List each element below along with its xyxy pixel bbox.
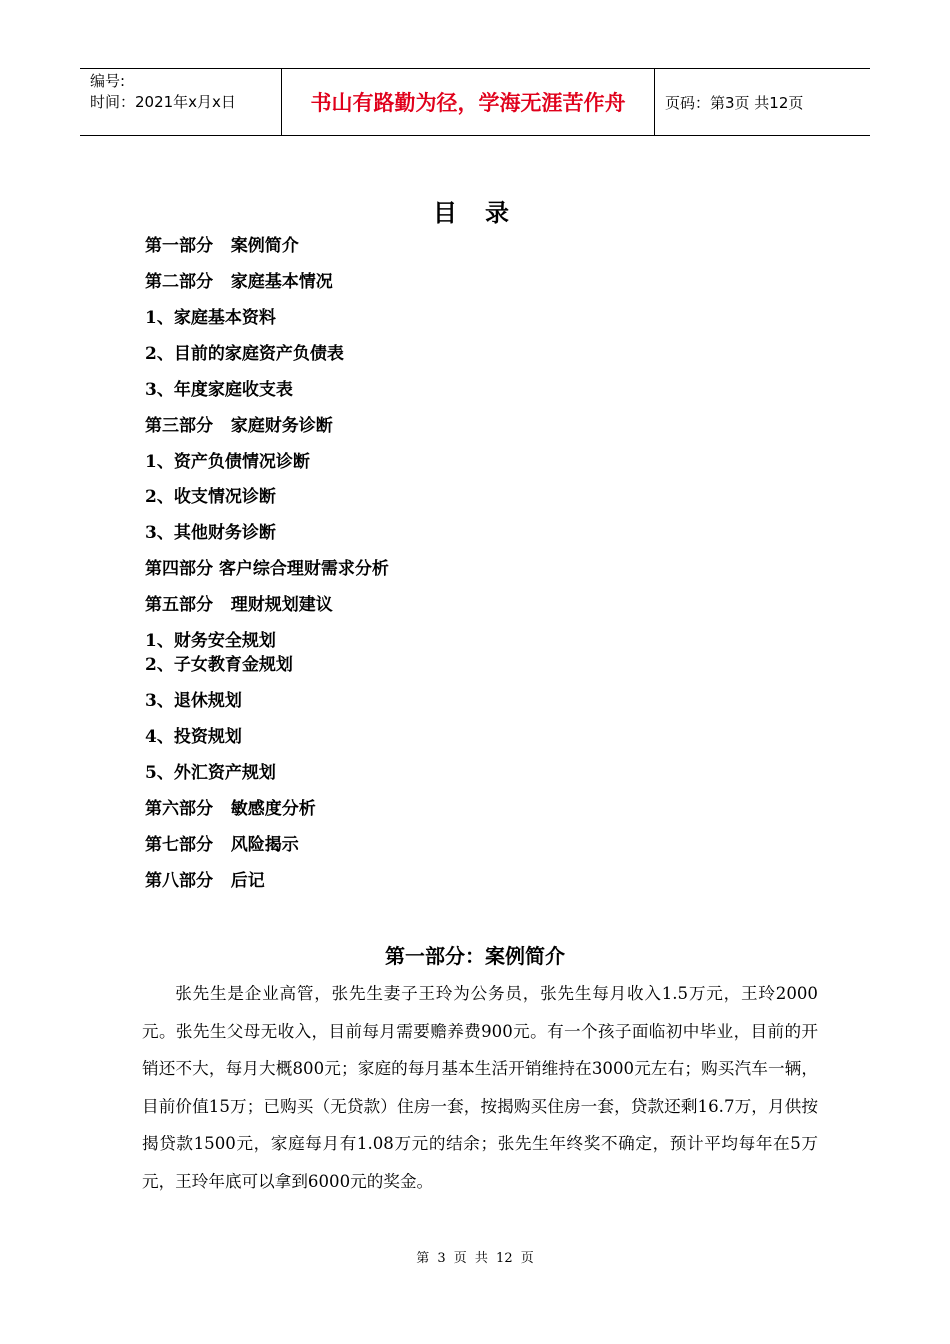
page-footer: 第 3 页 共 12 页 (416, 1251, 534, 1266)
header-table (80, 68, 870, 136)
header-motto: 书山有路勤为径，学海无涯苦作舟 (282, 69, 655, 135)
toc-item: 1、资产负债情况诊断 (145, 452, 310, 472)
toc-item: 3、其他财务诊断 (145, 523, 276, 543)
document-time-label: 时间：2021年x月x日 (90, 93, 236, 111)
case-description (142, 975, 818, 1201)
header-meta-cell (80, 69, 282, 135)
toc-item: 3、退休规划 (145, 691, 242, 711)
toc-item: 3、年度家庭收支表 (145, 380, 293, 400)
toc-title: 目录 (433, 198, 537, 227)
section-title: 第一部分：案例简介 (385, 944, 565, 968)
toc-item: 1、家庭基本资料 (145, 308, 276, 328)
document-number-label: 编号: (90, 72, 126, 90)
toc-item: 1、财务安全规划 (145, 631, 276, 651)
toc-item: 2、目前的家庭资产负债表 (145, 344, 344, 364)
toc-item: 2、收支情况诊断 (145, 487, 276, 507)
case-paragraph: 张先生是企业高管，张先生妻子王玲为公务员，张先生每月收入1.5万元，王玲2000元。张先生父母无收入，目前每月需要赡养费900元。有一个孩子面临初中毕业，目前的开销还不大，每月大概800元；家庭的每月基本生活开销维持在3000元左右；购买汽车一辆，目前价值15万；已购买（无贷款）住房一套，按揭购买住房一套，贷款还剩16.7万，月供按揭贷款1500元，家庭每月有1.08万元的结余；张先生年终奖不确定，预计平均每年在5万元，王玲年底可以拿到6000元的奖金。 (142, 984, 818, 1191)
toc-item: 第二部分 家庭基本情况 (145, 272, 333, 292)
toc-item: 第三部分 家庭财务诊断 (145, 416, 333, 436)
header-page-info: 页码：第3页 共12页 (665, 93, 804, 112)
toc-item: 第四部分 客户综合理财需求分析 (145, 559, 389, 579)
toc-item: 第八部分 后记 (145, 871, 265, 891)
toc-item: 第七部分 风险揭示 (145, 835, 299, 855)
toc-item: 5、外汇资产规划 (145, 763, 276, 783)
toc-item: 4、投资规划 (145, 727, 242, 747)
toc-item: 第一部分 案例简介 (145, 236, 299, 256)
toc-item: 第六部分 敏感度分析 (145, 799, 316, 819)
toc-item: 2、子女教育金规划 (145, 655, 293, 675)
toc-item: 第五部分 理财规划建议 (145, 595, 333, 615)
